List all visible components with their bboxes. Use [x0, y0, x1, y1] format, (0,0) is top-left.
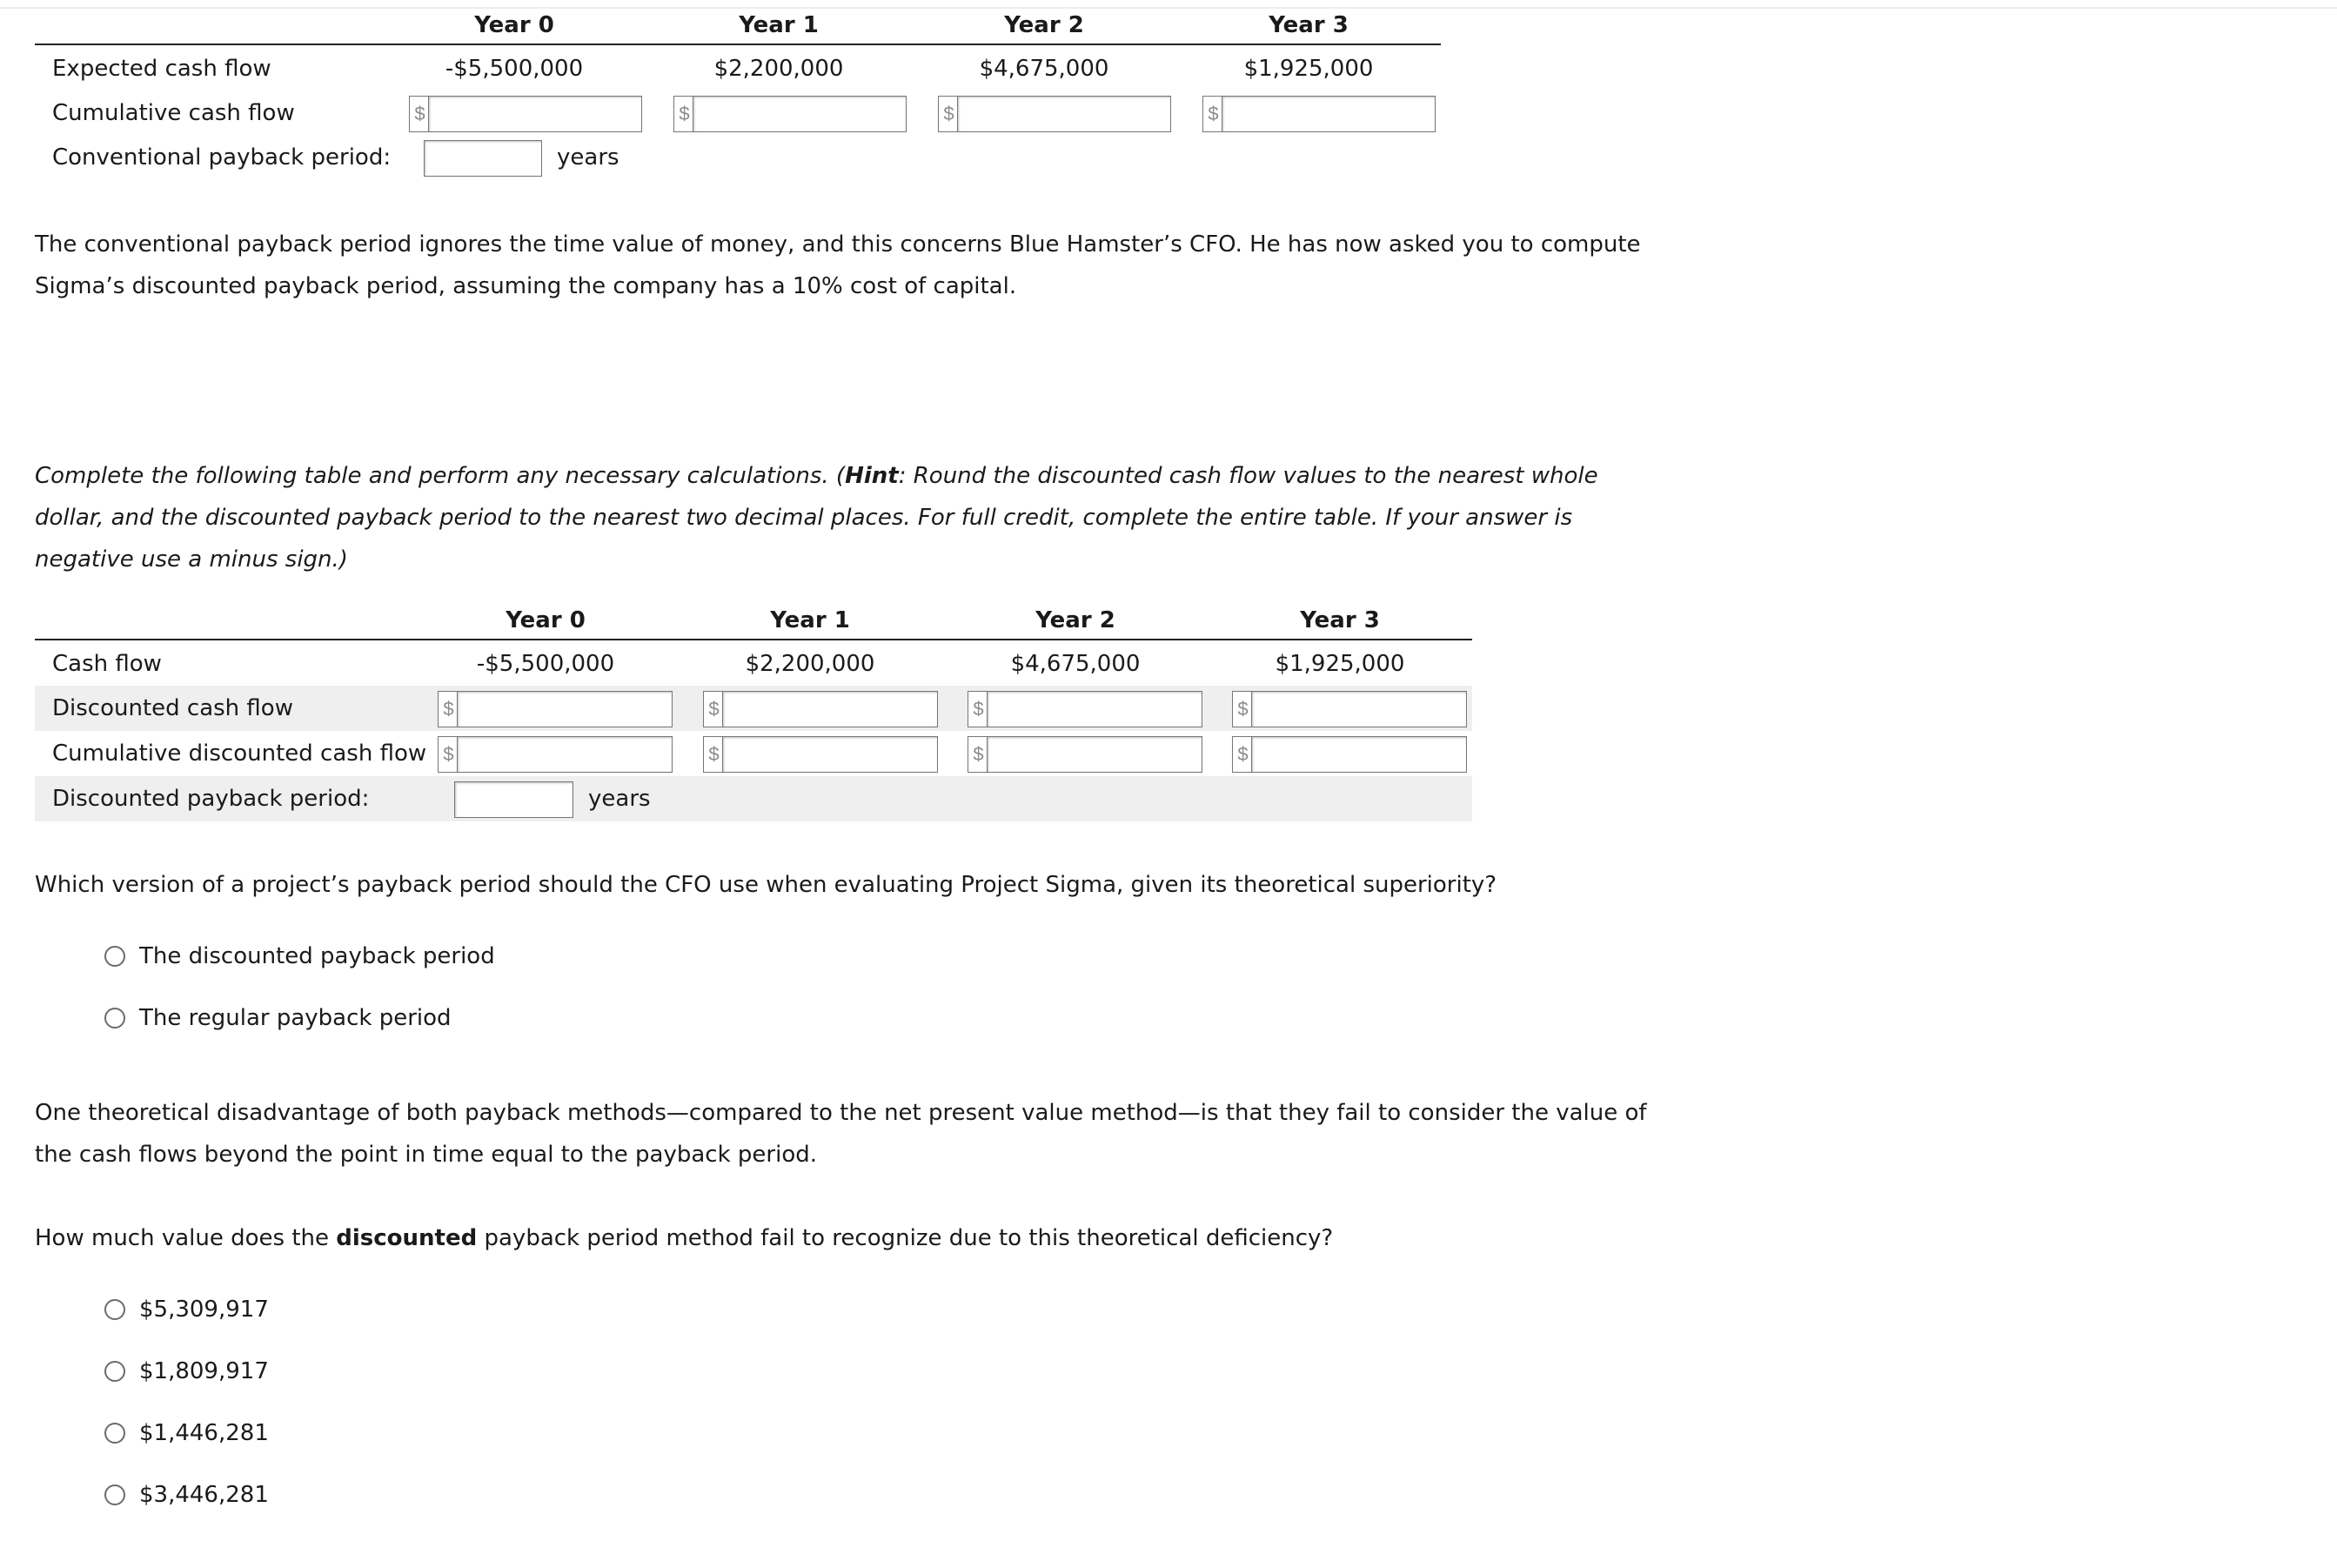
col-header-year3: Year 3	[1269, 12, 1349, 38]
row-label-cumulative-cash-flow: Cumulative cash flow	[52, 100, 295, 126]
discounted-payback-input[interactable]	[454, 781, 573, 818]
cell-value: $1,925,000	[1275, 651, 1405, 677]
dollar-sign: $	[438, 691, 459, 727]
cfo-concern-paragraph: The conventional payback period ignores the time value of money, and this concerns Blue Hamster’s CFO. He has now asked you to compute Sigma’s discounted payback period, assuming the company has a 10% cost of capital.	[35, 231, 1641, 299]
dollar-sign: $	[673, 96, 694, 132]
dollar-sign: $	[938, 96, 959, 132]
col-header-year1: Year 1	[739, 12, 819, 38]
dollar-sign: $	[1232, 691, 1253, 727]
instructions-text: : Round the discounted cash flow values to the nearest whole dollar, and the discounted payback period to the nearest two decimal places. For full credit, complete the entire table. If your answer is negative use a minus sign.)	[35, 463, 1598, 573]
question-payback-version: Which version of a project’s payback period should the CFO use when evaluating Project Sigma, given its theoretical superiority?	[35, 872, 1497, 898]
cum-discounted-year0-input[interactable]	[457, 736, 673, 773]
option-label: $1,809,917	[139, 1358, 269, 1384]
dollar-sign: $	[703, 736, 724, 773]
hint-label: Hint	[845, 463, 899, 489]
instructions-paragraph	[35, 455, 1653, 580]
col-header-year0: Year 0	[506, 607, 586, 633]
cumulative-year2-input[interactable]	[957, 96, 1171, 132]
cell-value: $4,675,000	[1010, 651, 1141, 677]
option-label: The discounted payback period	[139, 943, 495, 969]
question-unrecognized-value	[35, 1217, 1653, 1259]
cell-value: $2,200,000	[745, 651, 875, 677]
col-header-year3: Year 3	[1300, 607, 1380, 633]
cumulative-year1-input[interactable]	[693, 96, 907, 132]
discounted-year2-input[interactable]	[987, 691, 1202, 727]
option-value-3[interactable]	[104, 1420, 269, 1446]
option-label: The regular payback period	[139, 1005, 452, 1031]
radio-button[interactable]	[104, 946, 125, 967]
dollar-sign: $	[409, 96, 430, 132]
radio-button[interactable]	[104, 1423, 125, 1444]
row-label-discounted-payback: Discounted payback period:	[52, 786, 370, 812]
dollar-sign: $	[968, 691, 988, 727]
row-label-discounted-cash-flow: Discounted cash flow	[52, 695, 293, 721]
cell-value: $2,200,000	[713, 56, 844, 82]
cumulative-year0-input[interactable]	[428, 96, 642, 132]
dollar-sign: $	[1202, 96, 1223, 132]
cell-value: -$5,500,000	[476, 651, 615, 677]
cell-value: $1,925,000	[1243, 56, 1374, 82]
row-label-cumulative-discounted-cash-flow: Cumulative discounted cash flow	[52, 740, 427, 767]
col-header-year1: Year 1	[770, 607, 850, 633]
dollar-sign: $	[968, 736, 988, 773]
option-label: $3,446,281	[139, 1482, 269, 1508]
dollar-sign: $	[438, 736, 459, 773]
cum-discounted-year1-input[interactable]	[722, 736, 938, 773]
dollar-sign: $	[703, 691, 724, 727]
discounted-year1-input[interactable]	[722, 691, 938, 727]
option-label: $5,309,917	[139, 1297, 269, 1323]
option-label: $1,446,281	[139, 1420, 269, 1446]
top-divider	[0, 7, 2337, 9]
cum-discounted-year3-input[interactable]	[1251, 736, 1467, 773]
col-header-year2: Year 2	[1004, 12, 1084, 38]
discounted-year0-input[interactable]	[457, 691, 673, 727]
years-unit-label: years	[588, 786, 651, 812]
radio-button[interactable]	[104, 1299, 125, 1320]
header-rule	[35, 44, 1441, 45]
option-regular-payback[interactable]	[104, 1005, 452, 1031]
col-header-year2: Year 2	[1035, 607, 1115, 633]
question-text: How much value does the	[35, 1225, 337, 1251]
question-text: payback period method fail to recognize due to this theoretical deficiency?	[477, 1225, 1334, 1251]
row-label-cash-flow: Cash flow	[52, 651, 162, 677]
dollar-sign: $	[1232, 736, 1253, 773]
question-bold-text: discounted	[336, 1225, 478, 1251]
row-label-conventional-payback: Conventional payback period:	[52, 144, 392, 171]
option-value-4[interactable]	[104, 1482, 269, 1508]
row-label-expected-cash-flow: Expected cash flow	[52, 56, 271, 82]
header-rule	[35, 639, 1472, 640]
cell-value: -$5,500,000	[445, 56, 584, 82]
cum-discounted-year2-input[interactable]	[987, 736, 1202, 773]
instructions-text: Complete the following table and perform any necessary calculations. (	[35, 463, 846, 489]
conventional-payback-input[interactable]	[424, 140, 542, 177]
discounted-year3-input[interactable]	[1251, 691, 1467, 727]
cumulative-year3-input[interactable]	[1222, 96, 1436, 132]
col-header-year0: Year 0	[474, 12, 554, 38]
option-value-2[interactable]	[104, 1358, 269, 1384]
cell-value: $4,675,000	[979, 56, 1109, 82]
disadvantage-paragraph: One theoretical disadvantage of both payback methods—compared to the net present value method—is that they fail to consider the value of the cash flows beyond the point in time equal to the payback period.	[35, 1100, 1647, 1168]
option-discounted-payback[interactable]	[104, 943, 495, 969]
radio-button[interactable]	[104, 1361, 125, 1382]
radio-button[interactable]	[104, 1484, 125, 1505]
radio-button[interactable]	[104, 1008, 125, 1029]
option-value-1[interactable]	[104, 1297, 269, 1323]
years-unit-label: years	[557, 144, 619, 171]
